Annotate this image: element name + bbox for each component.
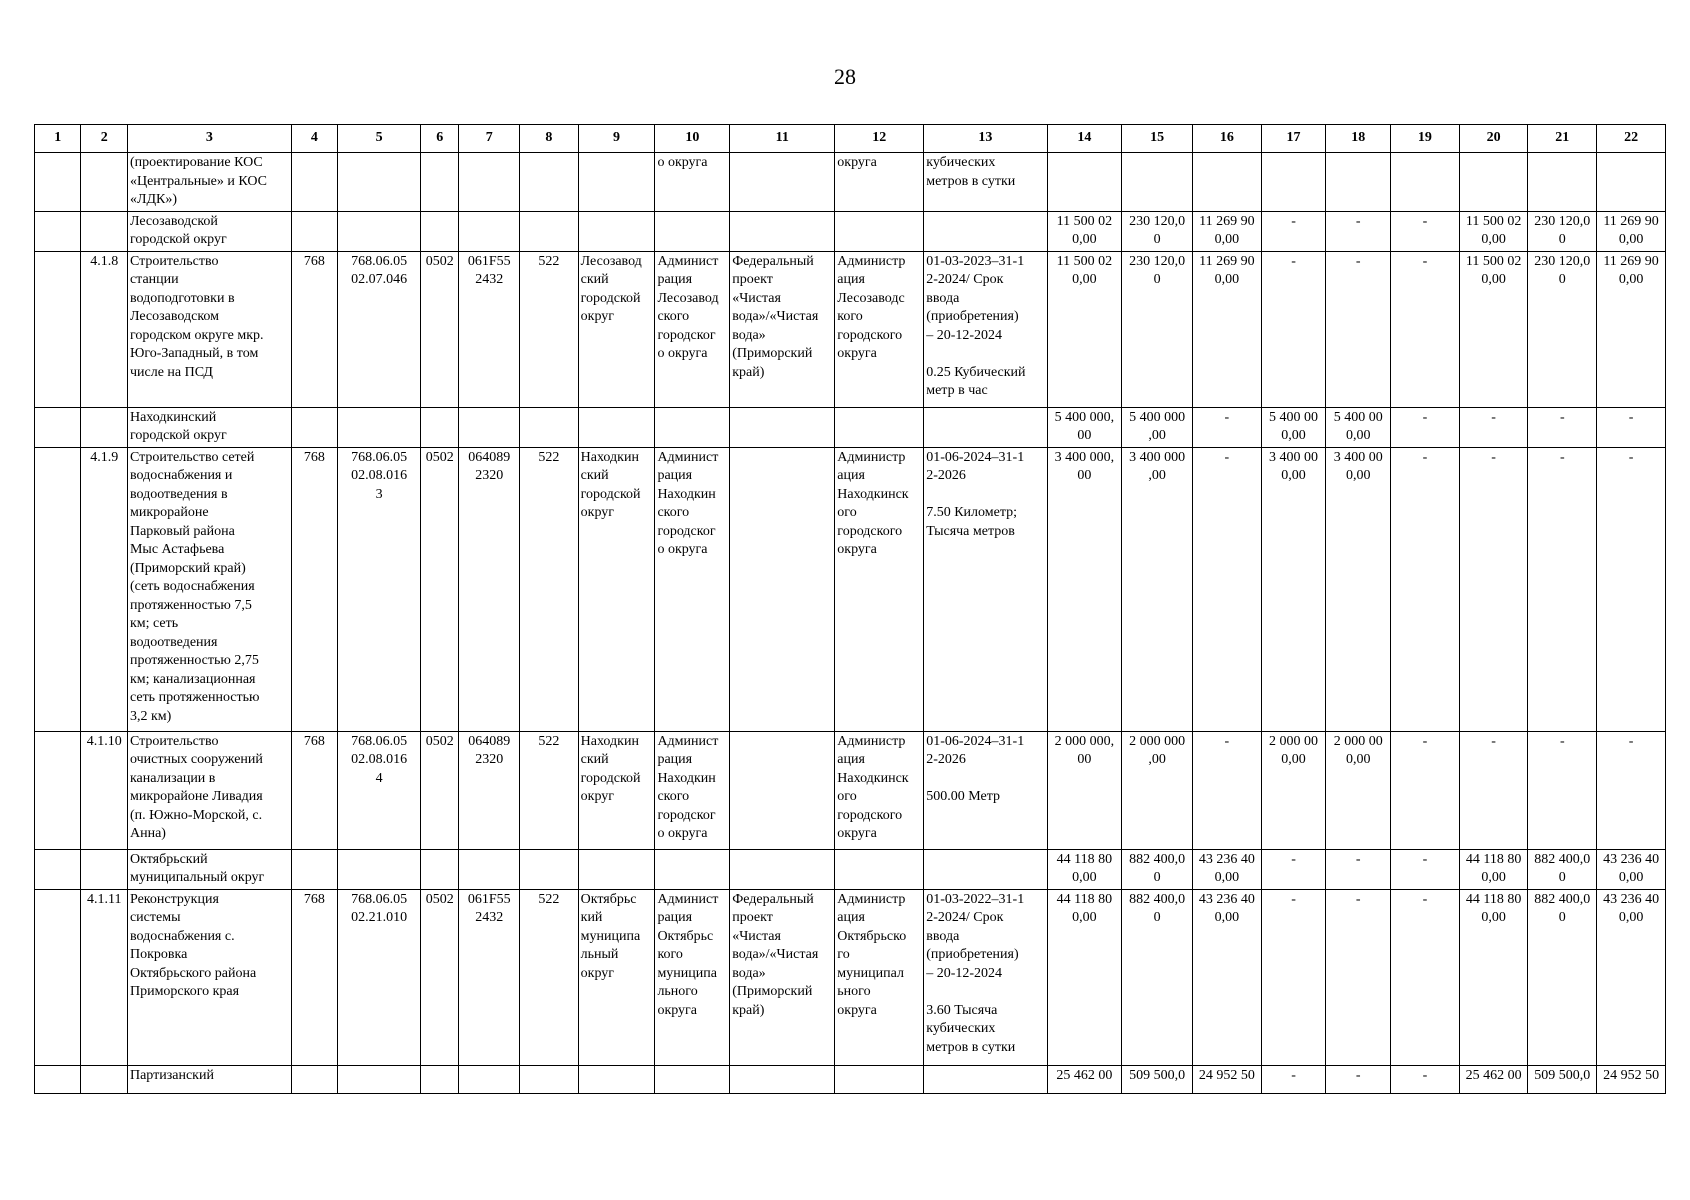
cell-col-12 [835, 1065, 924, 1093]
cell-col-18: 2 000 00 0,00 [1326, 731, 1391, 849]
column-header-13: 13 [924, 125, 1047, 153]
column-header-3: 3 [127, 125, 291, 153]
cell-col-3: Октябрьский муниципальный округ [127, 849, 291, 889]
cell-col-1 [35, 849, 81, 889]
cell-col-1 [35, 251, 81, 407]
cell-col-21: 882 400,0 0 [1528, 849, 1597, 889]
cell-col-16: 11 269 90 0,00 [1193, 251, 1262, 407]
cell-col-10 [655, 1065, 730, 1093]
cell-col-4: 768 [291, 251, 337, 407]
cell-col-14: 3 400 000, 00 [1047, 447, 1122, 731]
cell-col-7: 064089 2320 [459, 731, 520, 849]
cell-col-20: 44 118 80 0,00 [1459, 849, 1528, 889]
cell-col-14: 44 118 80 0,00 [1047, 849, 1122, 889]
cell-col-5: 768.06.05 02.21.010 [338, 889, 421, 1065]
cell-col-15: 509 500,0 [1122, 1065, 1193, 1093]
cell-col-14: 11 500 02 0,00 [1047, 211, 1122, 251]
cell-col-8: 522 [520, 731, 579, 849]
cell-col-16: 11 269 90 0,00 [1193, 211, 1262, 251]
cell-col-5 [338, 1065, 421, 1093]
cell-col-5 [338, 849, 421, 889]
cell-col-12 [835, 849, 924, 889]
cell-col-20: 11 500 02 0,00 [1459, 211, 1528, 251]
cell-col-15: 230 120,0 0 [1122, 211, 1193, 251]
cell-col-1 [35, 211, 81, 251]
table-row [35, 731, 1666, 849]
cell-col-22: 43 236 40 0,00 [1597, 889, 1666, 1065]
cell-col-8 [520, 211, 579, 251]
cell-col-16: - [1193, 447, 1262, 731]
cell-col-7: 061F55 2432 [459, 251, 520, 407]
cell-col-17: 3 400 00 0,00 [1261, 447, 1326, 731]
cell-col-6 [421, 211, 459, 251]
column-header-18: 18 [1326, 125, 1391, 153]
cell-col-20: 25 462 00 [1459, 1065, 1528, 1093]
cell-col-4 [291, 153, 337, 212]
cell-col-14: 11 500 02 0,00 [1047, 251, 1122, 407]
cell-col-10 [655, 211, 730, 251]
cell-col-8: 522 [520, 251, 579, 407]
cell-col-6: 0502 [421, 889, 459, 1065]
cell-col-19: - [1391, 889, 1460, 1065]
cell-col-19: - [1391, 1065, 1460, 1093]
cell-col-5: 768.06.05 02.08.016 3 [338, 447, 421, 731]
column-header-15: 15 [1122, 125, 1193, 153]
cell-col-3: (проектирование КОС «Центральные» и КОС «ЛДК») [127, 153, 291, 212]
cell-col-18: - [1326, 849, 1391, 889]
cell-col-9: Находкин ский городской округ [578, 731, 655, 849]
column-header-20: 20 [1459, 125, 1528, 153]
cell-col-5: 768.06.05 02.08.016 4 [338, 731, 421, 849]
table-row [35, 447, 1666, 731]
cell-col-20: - [1459, 407, 1528, 447]
cell-col-2: 4.1.11 [81, 889, 127, 1065]
cell-col-16: - [1193, 407, 1262, 447]
cell-col-18: - [1326, 211, 1391, 251]
cell-col-4: 768 [291, 889, 337, 1065]
cell-col-6 [421, 407, 459, 447]
column-header-7: 7 [459, 125, 520, 153]
cell-col-22: - [1597, 447, 1666, 731]
table-row [35, 407, 1666, 447]
cell-col-18: 3 400 00 0,00 [1326, 447, 1391, 731]
cell-col-2 [81, 407, 127, 447]
cell-col-21: 230 120,0 0 [1528, 251, 1597, 407]
cell-col-9 [578, 407, 655, 447]
cell-col-21: 509 500,0 [1528, 1065, 1597, 1093]
cell-col-13: 01-03-2023–31-1 2-2024/ Срок ввода (приобретения) – 20-12-2024 0.25 Кубический метр в час [924, 251, 1047, 407]
cell-col-18: - [1326, 251, 1391, 407]
column-header-8: 8 [520, 125, 579, 153]
cell-col-11 [730, 447, 835, 731]
cell-col-20 [1459, 153, 1528, 212]
cell-col-8 [520, 153, 579, 212]
cell-col-19: - [1391, 251, 1460, 407]
cell-col-21: - [1528, 447, 1597, 731]
cell-col-12: Администр ация Находкинск ого городского округа [835, 731, 924, 849]
cell-col-4: 768 [291, 447, 337, 731]
cell-col-10: о округа [655, 153, 730, 212]
column-header-14: 14 [1047, 125, 1122, 153]
cell-col-10: Админист рация Находкин ского городског о округа [655, 447, 730, 731]
cell-col-17: 2 000 00 0,00 [1261, 731, 1326, 849]
cell-col-5: 768.06.05 02.07.046 [338, 251, 421, 407]
cell-col-2 [81, 849, 127, 889]
cell-col-9: Лесозавод ский городской округ [578, 251, 655, 407]
column-header-22: 22 [1597, 125, 1666, 153]
cell-col-13 [924, 1065, 1047, 1093]
cell-col-11 [730, 407, 835, 447]
cell-col-7 [459, 153, 520, 212]
cell-col-3: Партизанский [127, 1065, 291, 1093]
cell-col-5 [338, 407, 421, 447]
cell-col-13 [924, 211, 1047, 251]
table-row [35, 251, 1666, 407]
cell-col-17: - [1261, 1065, 1326, 1093]
cell-col-1 [35, 889, 81, 1065]
cell-col-9: Находкин ский городской округ [578, 447, 655, 731]
cell-col-21: - [1528, 407, 1597, 447]
column-header-21: 21 [1528, 125, 1597, 153]
table-row [35, 211, 1666, 251]
cell-col-22: - [1597, 407, 1666, 447]
table-row [35, 849, 1666, 889]
cell-col-4 [291, 1065, 337, 1093]
cell-col-17: - [1261, 211, 1326, 251]
cell-col-6 [421, 153, 459, 212]
cell-col-21 [1528, 153, 1597, 212]
cell-col-16 [1193, 153, 1262, 212]
cell-col-8: 522 [520, 889, 579, 1065]
cell-col-12: округа [835, 153, 924, 212]
cell-col-15: 5 400 000 ,00 [1122, 407, 1193, 447]
cell-col-13 [924, 849, 1047, 889]
cell-col-18: - [1326, 1065, 1391, 1093]
cell-col-2: 4.1.9 [81, 447, 127, 731]
cell-col-17: - [1261, 251, 1326, 407]
cell-col-17: 5 400 00 0,00 [1261, 407, 1326, 447]
cell-col-6 [421, 1065, 459, 1093]
cell-col-18 [1326, 153, 1391, 212]
cell-col-4 [291, 407, 337, 447]
cell-col-16: - [1193, 731, 1262, 849]
cell-col-6: 0502 [421, 251, 459, 407]
cell-col-7 [459, 1065, 520, 1093]
cell-col-12: Администр ация Лесозаводс кого городского округа [835, 251, 924, 407]
column-header-5: 5 [338, 125, 421, 153]
cell-col-1 [35, 407, 81, 447]
cell-col-12: Администр ация Находкинск ого городского округа [835, 447, 924, 731]
cell-col-11 [730, 153, 835, 212]
cell-col-13 [924, 407, 1047, 447]
cell-col-17: - [1261, 889, 1326, 1065]
column-number-row [35, 125, 1666, 153]
cell-col-3: Строительство станции водоподготовки в Лесозаводском городском округе мкр. Юго-Западный, в том числе на ПСД [127, 251, 291, 407]
cell-col-7: 064089 2320 [459, 447, 520, 731]
cell-col-3: Находкинский городской округ [127, 407, 291, 447]
cell-col-15: 882 400,0 0 [1122, 849, 1193, 889]
cell-col-19: - [1391, 211, 1460, 251]
cell-col-3: Строительство очистных сооружений канализации в микрорайоне Ливадия (п. Южно-Морской, с. Анна) [127, 731, 291, 849]
column-header-19: 19 [1391, 125, 1460, 153]
cell-col-17 [1261, 153, 1326, 212]
cell-col-15: 882 400,0 0 [1122, 889, 1193, 1065]
cell-col-4 [291, 211, 337, 251]
cell-col-17: - [1261, 849, 1326, 889]
cell-col-8 [520, 849, 579, 889]
cell-col-12: Администр ация Октябрьско го муниципал ьного округа [835, 889, 924, 1065]
cell-col-20: 44 118 80 0,00 [1459, 889, 1528, 1065]
cell-col-19 [1391, 153, 1460, 212]
cell-col-10: Админист рация Октябрьс кого муниципа льного округа [655, 889, 730, 1065]
cell-col-4 [291, 849, 337, 889]
page-number: 28 [834, 64, 856, 89]
cell-col-22: 24 952 50 [1597, 1065, 1666, 1093]
cell-col-9 [578, 849, 655, 889]
column-header-16: 16 [1193, 125, 1262, 153]
cell-col-12 [835, 407, 924, 447]
cell-col-22: 11 269 90 0,00 [1597, 211, 1666, 251]
cell-col-6 [421, 849, 459, 889]
cell-col-14: 2 000 000, 00 [1047, 731, 1122, 849]
cell-col-11: Федеральный проект «Чистая вода»/«Чистая вода» (Приморский край) [730, 889, 835, 1065]
cell-col-9: Октябрьс кий муниципа льный округ [578, 889, 655, 1065]
cell-col-14: 44 118 80 0,00 [1047, 889, 1122, 1065]
cell-col-9 [578, 153, 655, 212]
cell-col-15: 2 000 000 ,00 [1122, 731, 1193, 849]
cell-col-22: 43 236 40 0,00 [1597, 849, 1666, 889]
cell-col-22: - [1597, 731, 1666, 849]
cell-col-2: 4.1.8 [81, 251, 127, 407]
cell-col-2 [81, 1065, 127, 1093]
column-header-12: 12 [835, 125, 924, 153]
cell-col-11 [730, 1065, 835, 1093]
column-header-4: 4 [291, 125, 337, 153]
cell-col-20: 11 500 02 0,00 [1459, 251, 1528, 407]
cell-col-8 [520, 1065, 579, 1093]
cell-col-12 [835, 211, 924, 251]
cell-col-10 [655, 849, 730, 889]
cell-col-14: 5 400 000, 00 [1047, 407, 1122, 447]
column-header-10: 10 [655, 125, 730, 153]
column-header-9: 9 [578, 125, 655, 153]
column-header-11: 11 [730, 125, 835, 153]
cell-col-14: 25 462 00 [1047, 1065, 1122, 1093]
cell-col-7: 061F55 2432 [459, 889, 520, 1065]
cell-col-11 [730, 731, 835, 849]
table-body [35, 153, 1666, 1094]
cell-col-21: - [1528, 731, 1597, 849]
cell-col-22: 11 269 90 0,00 [1597, 251, 1666, 407]
cell-col-7 [459, 211, 520, 251]
cell-col-2: 4.1.10 [81, 731, 127, 849]
cell-col-22 [1597, 153, 1666, 212]
cell-col-19: - [1391, 407, 1460, 447]
cell-col-1 [35, 153, 81, 212]
cell-col-13: кубических метров в сутки [924, 153, 1047, 212]
cell-col-5 [338, 153, 421, 212]
cell-col-9 [578, 1065, 655, 1093]
table-row [35, 889, 1666, 1065]
cell-col-6: 0502 [421, 731, 459, 849]
cell-col-8 [520, 407, 579, 447]
cell-col-13: 01-06-2024–31-1 2-2026 500.00 Метр [924, 731, 1047, 849]
cell-col-20: - [1459, 447, 1528, 731]
cell-col-1 [35, 731, 81, 849]
cell-col-16: 24 952 50 [1193, 1065, 1262, 1093]
cell-col-18: 5 400 00 0,00 [1326, 407, 1391, 447]
table-row [35, 153, 1666, 212]
cell-col-15: 3 400 000 ,00 [1122, 447, 1193, 731]
cell-col-18: - [1326, 889, 1391, 1065]
cell-col-13: 01-03-2022–31-1 2-2024/ Срок ввода (приобретения) – 20-12-2024 3.60 Тысяча кубических метров в сутки [924, 889, 1047, 1065]
cell-col-11 [730, 849, 835, 889]
cell-col-1 [35, 1065, 81, 1093]
cell-col-16: 43 236 40 0,00 [1193, 889, 1262, 1065]
cell-col-4: 768 [291, 731, 337, 849]
cell-col-3: Строительство сетей водоснабжения и водоотведения в микрорайоне Парковый района Мыс Астафьева (Приморский край) (сеть водоснабжения протяженностью 7,5 км; сеть водоотведения протяженностью 2,75 км; канализационная сеть протяженностью 3,2 км) [127, 447, 291, 731]
cell-col-7 [459, 407, 520, 447]
cell-col-11: Федеральный проект «Чистая вода»/«Чистая вода» (Приморский край) [730, 251, 835, 407]
cell-col-8: 522 [520, 447, 579, 731]
cell-col-21: 230 120,0 0 [1528, 211, 1597, 251]
cell-col-15: 230 120,0 0 [1122, 251, 1193, 407]
cell-col-3: Реконструкция системы водоснабжения с. Покровка Октябрьского района Приморского края [127, 889, 291, 1065]
cell-col-9 [578, 211, 655, 251]
cell-col-2 [81, 211, 127, 251]
cell-col-21: 882 400,0 0 [1528, 889, 1597, 1065]
table-row [35, 1065, 1666, 1093]
cell-col-19: - [1391, 849, 1460, 889]
cell-col-6: 0502 [421, 447, 459, 731]
column-header-17: 17 [1261, 125, 1326, 153]
cell-col-11 [730, 211, 835, 251]
cell-col-1 [35, 447, 81, 731]
cell-col-19: - [1391, 731, 1460, 849]
cell-col-10: Админист рация Лесозавод ского городског о округа [655, 251, 730, 407]
cell-col-13: 01-06-2024–31-1 2-2026 7.50 Километр; Тысяча метров [924, 447, 1047, 731]
budget-table [34, 124, 1666, 1094]
column-header-1: 1 [35, 125, 81, 153]
cell-col-7 [459, 849, 520, 889]
cell-col-2 [81, 153, 127, 212]
cell-col-5 [338, 211, 421, 251]
column-header-6: 6 [421, 125, 459, 153]
cell-col-19: - [1391, 447, 1460, 731]
column-header-2: 2 [81, 125, 127, 153]
cell-col-3: Лесозаводской городской округ [127, 211, 291, 251]
cell-col-10 [655, 407, 730, 447]
cell-col-16: 43 236 40 0,00 [1193, 849, 1262, 889]
cell-col-14 [1047, 153, 1122, 212]
cell-col-15 [1122, 153, 1193, 212]
cell-col-20: - [1459, 731, 1528, 849]
cell-col-10: Админист рация Находкин ского городског о округа [655, 731, 730, 849]
